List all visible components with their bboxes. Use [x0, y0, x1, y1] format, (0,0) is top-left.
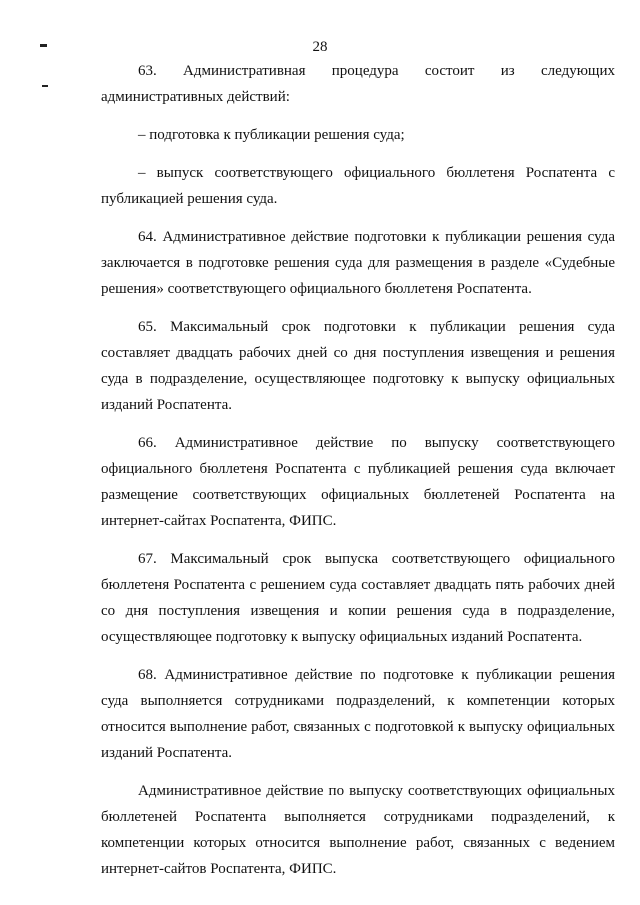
document-body: [101, 58, 615, 882]
paragraph-67: 67. Максимальный срок выпуска соответствующего официального бюллетеня Роспатента с решением суда составляет двадцать пять рабочих дней со дня поступления извещения и копии решения суда в подразделение, осуществляющее подготовку к выпуску официальных изданий Роспатента.: [101, 551, 615, 645]
paragraph-64: 64. Административное действие подготовки к публикации решения суда заключается в подготовке решения суда для размещения в разделе «Судебные решения» соответствующего официального бюллетеня Роспатента.: [101, 229, 615, 297]
scan-artifact-mark: [42, 85, 48, 87]
page-number: 28: [312, 39, 328, 55]
paragraph-68-continuation: Административное действие по выпуску соответствующих официальных бюллетеней Роспатента выполняется сотрудниками подразделений, к компетенции которых относится выполнение работ, связанных с ведением интернет-сайтов Роспатента, ФИПС.: [101, 783, 615, 877]
paragraph-65: 65. Максимальный срок подготовки к публикации решения суда составляет двадцать рабочих дней со дня поступления извещения и решения суда в подразделение, осуществляющее подготовку к выпуску официальных изданий Роспатента.: [101, 319, 615, 413]
list-item-preparation: – подготовка к публикации решения суда;: [138, 127, 405, 143]
paragraph-63: 63. Административная процедура состоит из следующих административных действий:: [101, 63, 615, 105]
paragraph-66: 66. Административное действие по выпуску соответствующего официального бюллетеня Роспатента с публикацией решения суда включает размещение соответствующих официальных бюллетеней Роспатента на интернет-сайтах Роспатента, ФИПС.: [101, 435, 615, 529]
paragraph-68: 68. Административное действие по подготовке к публикации решения суда выполняется сотрудниками подразделений, к компетенции которых относится выполнение работ, связанных с подготовкой к выпуску официальных изданий Роспатента.: [101, 667, 615, 761]
list-item-bulletin-release: – выпуск соответствующего официального бюллетеня Роспатента с публикацией решения суда.: [101, 165, 615, 207]
